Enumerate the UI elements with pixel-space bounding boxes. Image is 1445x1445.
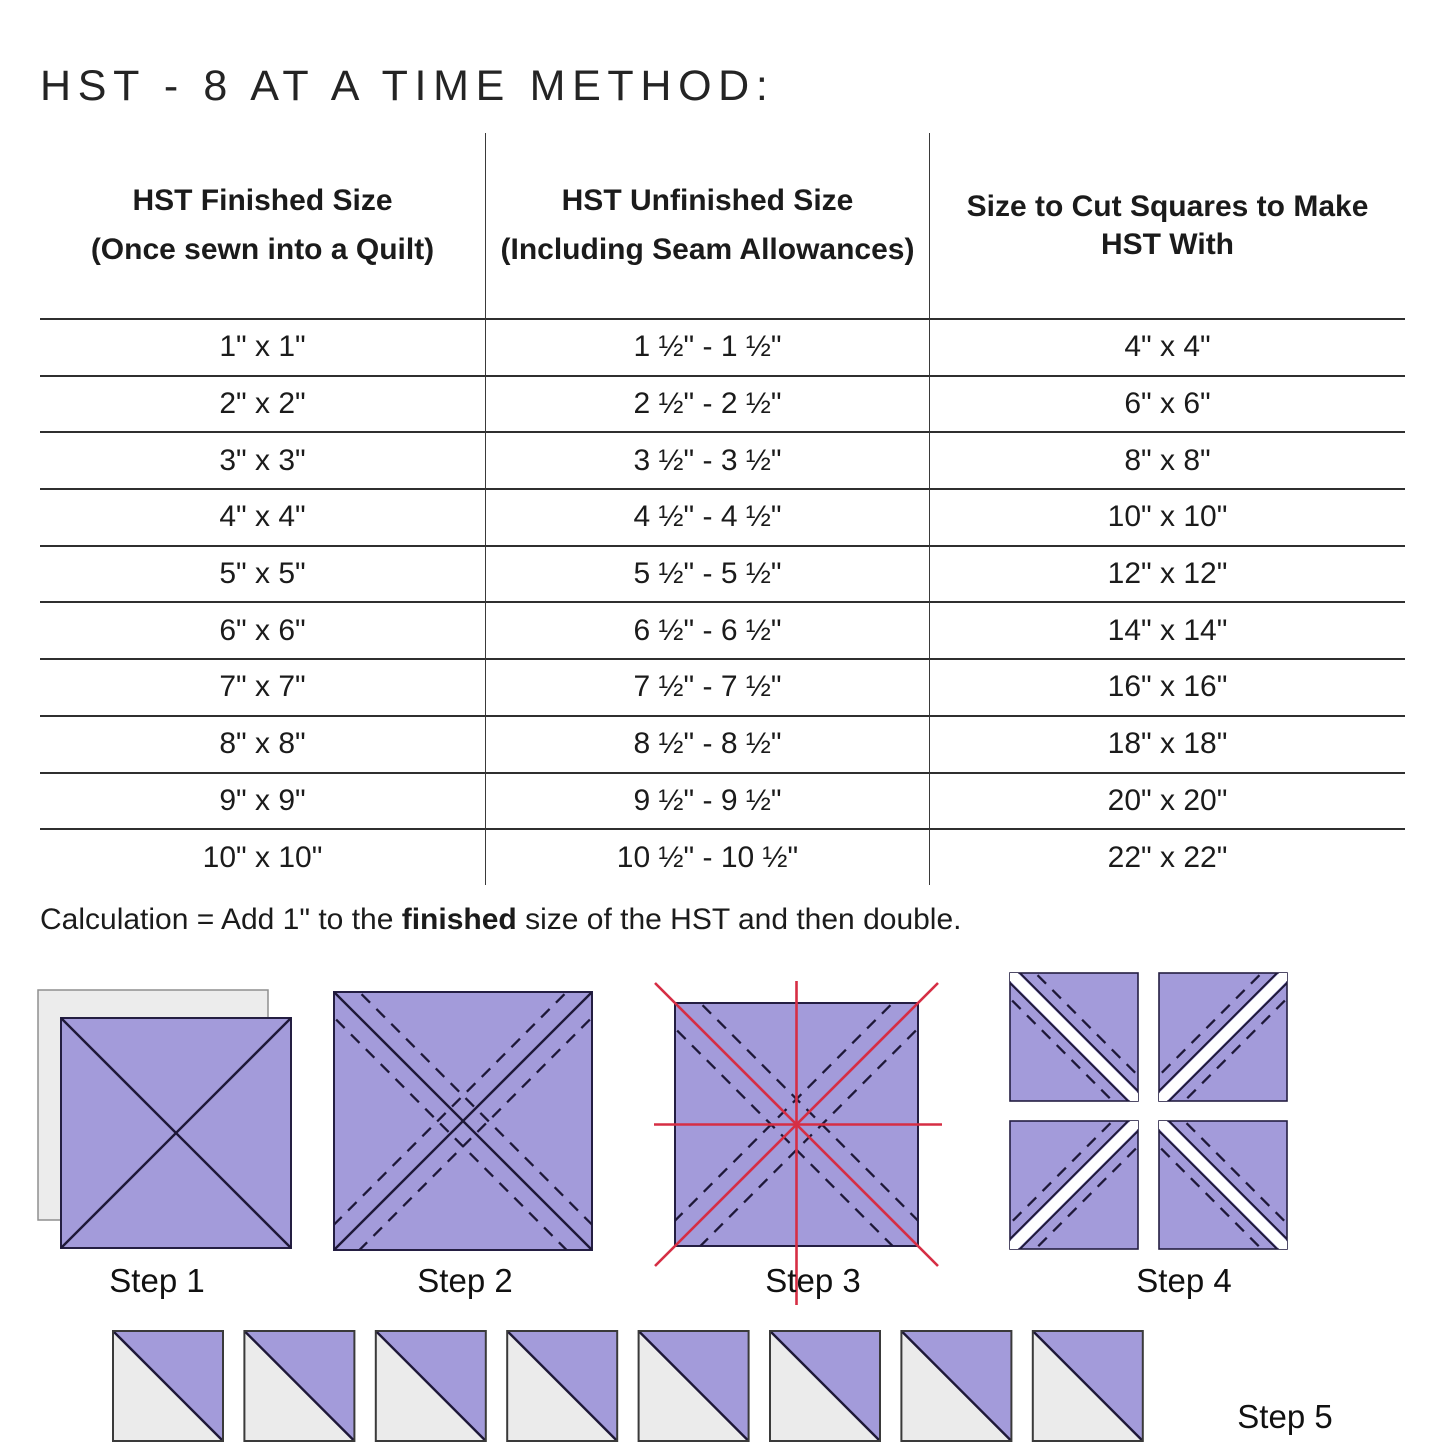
table-cell: 8 ½" - 8 ½" xyxy=(486,715,930,772)
table-cell: 2 ½" - 2 ½" xyxy=(486,375,930,432)
calculation-note: Calculation = Add 1" to the finished size of the HST and then double. xyxy=(40,903,962,936)
table-cell: 16" x 16" xyxy=(930,658,1405,715)
step1-diagram xyxy=(35,985,305,1255)
table-cell: 10 ½" - 10 ½" xyxy=(486,828,930,885)
table-cell: 22" x 22" xyxy=(930,828,1405,885)
table-cell: 5 ½" - 5 ½" xyxy=(486,545,930,602)
hst-unit xyxy=(113,1331,223,1441)
table-cell: 5" x 5" xyxy=(40,545,486,602)
step3-label: Step 3 xyxy=(765,1262,861,1299)
table-cell: 3 ½" - 3 ½" xyxy=(486,431,930,488)
step2-diagram xyxy=(333,991,595,1253)
table-cell: 7" x 7" xyxy=(40,658,486,715)
table-cell: 18" x 18" xyxy=(930,715,1405,772)
table-cell: 9 ½" - 9 ½" xyxy=(486,772,930,829)
step2-label: Step 2 xyxy=(417,1262,513,1299)
table-cell: 6" x 6" xyxy=(930,375,1405,432)
table-cell: 9" x 9" xyxy=(40,772,486,829)
header-finished-size: HST Finished Size (Once sewn into a Quilt) xyxy=(40,133,486,318)
table-cell: 12" x 12" xyxy=(930,545,1405,602)
header-unfinished-size: HST Unfinished Size (Including Seam Allowances) xyxy=(486,133,930,318)
table-cell: 14" x 14" xyxy=(930,601,1405,658)
header-cut-size: Size to Cut Squares to Make HST With xyxy=(966,189,1369,261)
page-title: HST - 8 AT A TIME METHOD: xyxy=(40,62,775,110)
table-cell: 2" x 2" xyxy=(40,375,486,432)
table-cell: 10" x 10" xyxy=(40,828,486,885)
table-cell: 4" x 4" xyxy=(930,318,1405,375)
step4-diagram xyxy=(1008,970,1293,1255)
step4-label: Step 4 xyxy=(1136,1262,1232,1299)
step5-diagram xyxy=(108,1326,1158,1445)
table-cell: 10" x 10" xyxy=(930,488,1405,545)
table-cell: 6" x 6" xyxy=(40,601,486,658)
table-cell: 4 ½" - 4 ½" xyxy=(486,488,930,545)
table-cell: 20" x 20" xyxy=(930,772,1405,829)
table-cell: 7 ½" - 7 ½" xyxy=(486,658,930,715)
table-cell: 3" x 3" xyxy=(40,431,486,488)
step5-label: Step 5 xyxy=(1237,1398,1333,1435)
table-cell: 1 ½" - 1 ½" xyxy=(486,318,930,375)
step1-label: Step 1 xyxy=(109,1262,205,1299)
table-cell: 4" x 4" xyxy=(40,488,486,545)
table-cell: 1" x 1" xyxy=(40,318,486,375)
table-cell: 8" x 8" xyxy=(930,431,1405,488)
hst-size-table xyxy=(40,133,1405,885)
table-cell: 6 ½" - 6 ½" xyxy=(486,601,930,658)
table-cell: 8" x 8" xyxy=(40,715,486,772)
